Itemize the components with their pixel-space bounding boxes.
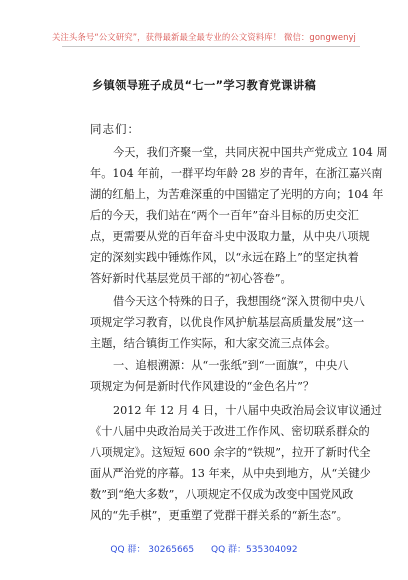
document-title: 乡镇领导班子成员“七一”学习教育党课讲稿 [91,79,317,92]
salutation: 同志们： [90,122,140,136]
footer [0,542,408,555]
paragraph-line: 主题，结合镇街工作实际，和大家交流三点体会。 [90,337,337,350]
paragraph-line: 数”到“绝大多数”，八项规定不仅成为改变中国党风政 [90,488,354,501]
paragraph-line: 年。104 年前，一群平均年龄 28 岁的青年，在浙江嘉兴南 [90,167,383,180]
paragraph-line: 八项规定》。这短短 600 余字的“铁规”，拉开了新时代全 [90,446,371,459]
paragraph-line: 点，更需要从党的百年奋斗史中汲取力量，从中央八项规 [90,230,370,243]
paragraph-line: 后的今天，我们站在“两个一百年”奋斗目标的历史交汇 [90,209,359,222]
paragraph-line: 项规定学习教育，以优良作风护航基层高质量发展”这一 [90,316,365,329]
header-banner: 关注头条号“公文研究”，获得最新最全最专业的公文资料库！ 微信：gongwenyj [52,32,356,42]
paragraph-line: 面从严治党的序幕。13 年来，从中央到地方，从“关键少 [90,467,371,480]
paragraph-line: 湖的红船上，为苦难深重的中国锚定了光明的方向；104 年 [90,188,384,201]
paragraph-line: 定的深刻实践中锤炼作风，以“永远在路上”的坚定执着 [90,251,359,264]
footer-qq-group-2: QQ 群：535304092 [211,545,298,555]
paragraph-line: 今天，我们齐聚一堂，共同庆祝中国共产党成立 104 周 [113,146,388,159]
section-heading-line: 一、追根溯源：从“一张纸”到“一面旗”，中央八 [113,359,349,372]
footer-qq-group-1: QQ 群： 30265665 [110,545,195,555]
section-heading-line: 项规定为何是新时代作风建设的“金色名片”？ [90,380,315,393]
paragraph-line: 风的“先手棋”，更重塑了党群干群关系的“新生态”。 [90,509,348,522]
paragraph-line: 答好新时代基层党员干部的“初心答卷”。 [90,272,292,285]
paragraph-line: 《十八届中央政治局关于改进工作作风、密切联系群众的 [90,425,370,438]
paragraph-line: 借今天这个特殊的日子，我想围绕“深入贯彻中央八 [113,295,365,308]
header-divider [62,46,360,47]
paragraph-line: 2012 年 12 月 4 日，十八届中央政治局会议审议通过 [113,404,382,417]
